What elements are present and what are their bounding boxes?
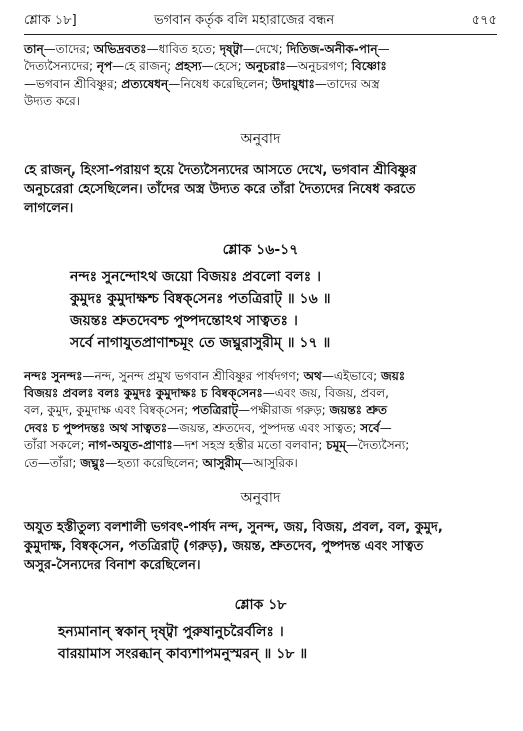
word-meanings-1 <box>24 41 497 111</box>
gloss-text: তে—তাঁরা; <box>24 455 81 470</box>
gloss-text: —দৈত্যসৈন্য; <box>346 438 410 453</box>
gloss-text: —জয়ন্ত, শ্রুতদেব, পুষ্পদন্ত এবং সাত্বত; <box>167 420 361 435</box>
word-meaning-line <box>24 41 497 58</box>
gloss-text: — <box>377 42 390 56</box>
sanskrit-term: উদায়ুধাঃ <box>272 76 315 91</box>
sanskrit-term: প্রত্যষেধন্‌ <box>121 76 169 91</box>
translation-line: হে রাজন্‌, হিংসা-পরায়ণ হয়ে দৈত্যসৈন্যদের আসতে দেখে, ভগবান শ্রীবিষ্ণুর <box>24 162 417 178</box>
gloss-text: —এইভাবে; <box>321 368 381 383</box>
word-meaning-line <box>24 420 497 437</box>
gloss-text: উদ্যত করে। <box>24 94 81 109</box>
verse-line: কুমুদঃ কুমুদাক্ষশ্চ বিষ্বক্‌সেনঃ পতত্রিরাট্‌ ॥ ১৬ ॥ <box>70 290 331 307</box>
verse-title-16-17: শ্লোক ১৬-১৭ <box>222 241 299 258</box>
sanskrit-term: অথ <box>303 368 322 383</box>
sanskrit-term: নাগ-অযুত-প্রাণাঃ <box>88 438 173 453</box>
sanskrit-term: পতত্রিরাট্‌ <box>192 403 239 418</box>
gloss-text: —ভগবান শ্রীবিষ্ণুর; <box>24 76 122 91</box>
translation-2 <box>24 518 497 575</box>
gloss-text: তাঁরা সকলে; <box>24 438 89 453</box>
translation-line: অসুর-সৈন্যদের বিনাশ করেছিলেন। <box>24 558 201 574</box>
gloss-text: — <box>379 420 392 435</box>
verse-line: বারয়ামাস সংরব্ধান্‌ কাব্যশাপমনুস্মরন্‌ ॥ ১৮ ॥ <box>58 646 308 663</box>
page-header <box>24 0 497 35</box>
sanskrit-term: জয়ন্তঃ শ্রুত <box>329 403 387 418</box>
sanskrit-term: অনুচরাঃ <box>245 59 286 74</box>
gloss-text: —ধাবিত হতে; <box>146 42 220 56</box>
word-meaning-line <box>24 368 497 385</box>
gloss-text: —অনুচরগণ; <box>285 59 352 74</box>
sanskrit-term: আসুরীম্‌ <box>202 455 242 470</box>
gloss-text: বল, কুমুদ, কুমুদাক্ষ এবং বিষ্বক্‌সেন; <box>24 403 193 418</box>
gloss-text: —তাদের; <box>43 42 94 56</box>
translation-line: কুমুদাক্ষ, বিষ্বক্‌সেন, পতত্রিরাট্‌ (গরুড়), জয়ন্ত, শ্রুতদেব, পুষ্পদন্ত এবং সাত্বত <box>24 539 424 555</box>
gloss-text: —দেখে; <box>242 42 287 56</box>
sanskrit-term: চমূম্‌ <box>326 438 347 453</box>
sanskrit-term: প্রহস্য <box>174 59 202 74</box>
header-chapter-title: ভগবান কর্তৃক বলি মহারাজের বন্ধন <box>154 13 335 28</box>
word-meaning-line <box>24 76 497 93</box>
verse-line: জয়ন্তঃ শ্রুতদেবশ্চ পুষ্পদন্তোঽথ সাত্বতঃ । <box>70 312 298 329</box>
translation-heading-1: অনুবাদ <box>240 130 281 147</box>
sanskrit-term: নৃপ <box>96 59 113 74</box>
verse-18 <box>58 621 497 665</box>
gloss-text: —হে রাজন্‌; <box>112 59 175 74</box>
word-meanings-2 <box>24 368 497 472</box>
gloss-text: —দশ সহস্র হস্তীর মতো বলবান; <box>172 438 327 453</box>
word-meaning-line <box>24 93 497 110</box>
gloss-text: —নিষেধ করেছিলেন; <box>168 76 273 91</box>
sanskrit-term: জয়ঃ <box>380 368 406 383</box>
translation-line: অনুচরেরা হেসেছিলেন। তাঁদের অস্ত্র উদ্যত করে তাঁরা দৈত্যদের নিষেধ করতে <box>24 181 416 197</box>
gloss-text: —হত্যা করেছিলেন; <box>105 455 203 470</box>
sanskrit-term: দেবঃ চ পুষ্পদন্তঃ অথ সাত্বতঃ <box>24 420 168 435</box>
word-meaning-line <box>24 455 497 472</box>
sanskrit-term: দিতিজ-অনীক-পান্‌ <box>286 42 378 56</box>
word-meaning-line <box>24 58 497 75</box>
gloss-text: দৈত্যসৈন্যদের; <box>24 59 97 74</box>
header-page-number: ৫৭৫ <box>471 13 497 28</box>
translation-line: অযুত হস্তীতুল্য বলশালী ভগবৎ-পার্ষদ নন্দ, সুনন্দ, জয়, বিজয়, প্রবল, বল, কুমুদ, <box>24 520 443 536</box>
verse-16-17 <box>70 266 497 354</box>
gloss-text: —তাদের অস্ত্র <box>314 76 380 91</box>
sanskrit-term: বিষ্ণোঃ <box>351 59 387 74</box>
sanskrit-term: জঘ্নুঃ <box>80 455 106 470</box>
gloss-text: —নন্দ, সুনন্দ প্রমুখ ভগবান শ্রীবিষ্ণুর পার্ষদগণ; <box>82 368 304 383</box>
verse-line: সর্বে নাগাযুতপ্রাণাশ্চমূং তে জঘ্নুরাসুরীম্‌ ॥ ১৭ ॥ <box>70 334 331 351</box>
translation-1 <box>24 161 497 218</box>
gloss-text: —আসুরিক। <box>241 455 298 470</box>
sanskrit-term: বিজয়ঃ প্রবলঃ বলঃ কুমুদঃ কুমুদাক্ষঃ চ বিষ্বক্‌সেনঃ <box>24 386 263 401</box>
word-meaning-line <box>24 402 497 419</box>
sanskrit-term: দৃষ্ট্বা <box>219 42 243 56</box>
translation-line: লাগলেন। <box>24 200 74 216</box>
sanskrit-term: তান্‌ <box>24 42 44 56</box>
translation-heading-2: অনুবাদ <box>240 490 281 507</box>
header-verse-ref: শ্লোক ১৮] <box>24 13 77 28</box>
verse-line: হন্যমানান্‌ স্বকান্‌ দৃষ্ট্বা পুরুষানুচরৈর্বলিঃ । <box>58 624 284 641</box>
gloss-text: —এবং জয়, বিজয়, প্রবল, <box>262 386 389 401</box>
sanskrit-term: সর্বে <box>360 420 380 435</box>
gloss-text: —পক্ষীরাজ গরুড়; <box>238 403 330 418</box>
word-meaning-line <box>24 437 497 454</box>
sanskrit-term: অভিদ্রবতঃ <box>93 42 147 56</box>
sanskrit-term: নন্দঃ সুনন্দঃ <box>24 368 83 383</box>
verse-line: নন্দঃ সুনন্দোঽথ জয়ো বিজয়ঃ প্রবলো বলঃ । <box>70 268 322 285</box>
word-meaning-line <box>24 385 497 402</box>
gloss-text: —হেসে; <box>201 59 246 74</box>
verse-title-18: শ্লোক ১৮ <box>234 597 287 614</box>
